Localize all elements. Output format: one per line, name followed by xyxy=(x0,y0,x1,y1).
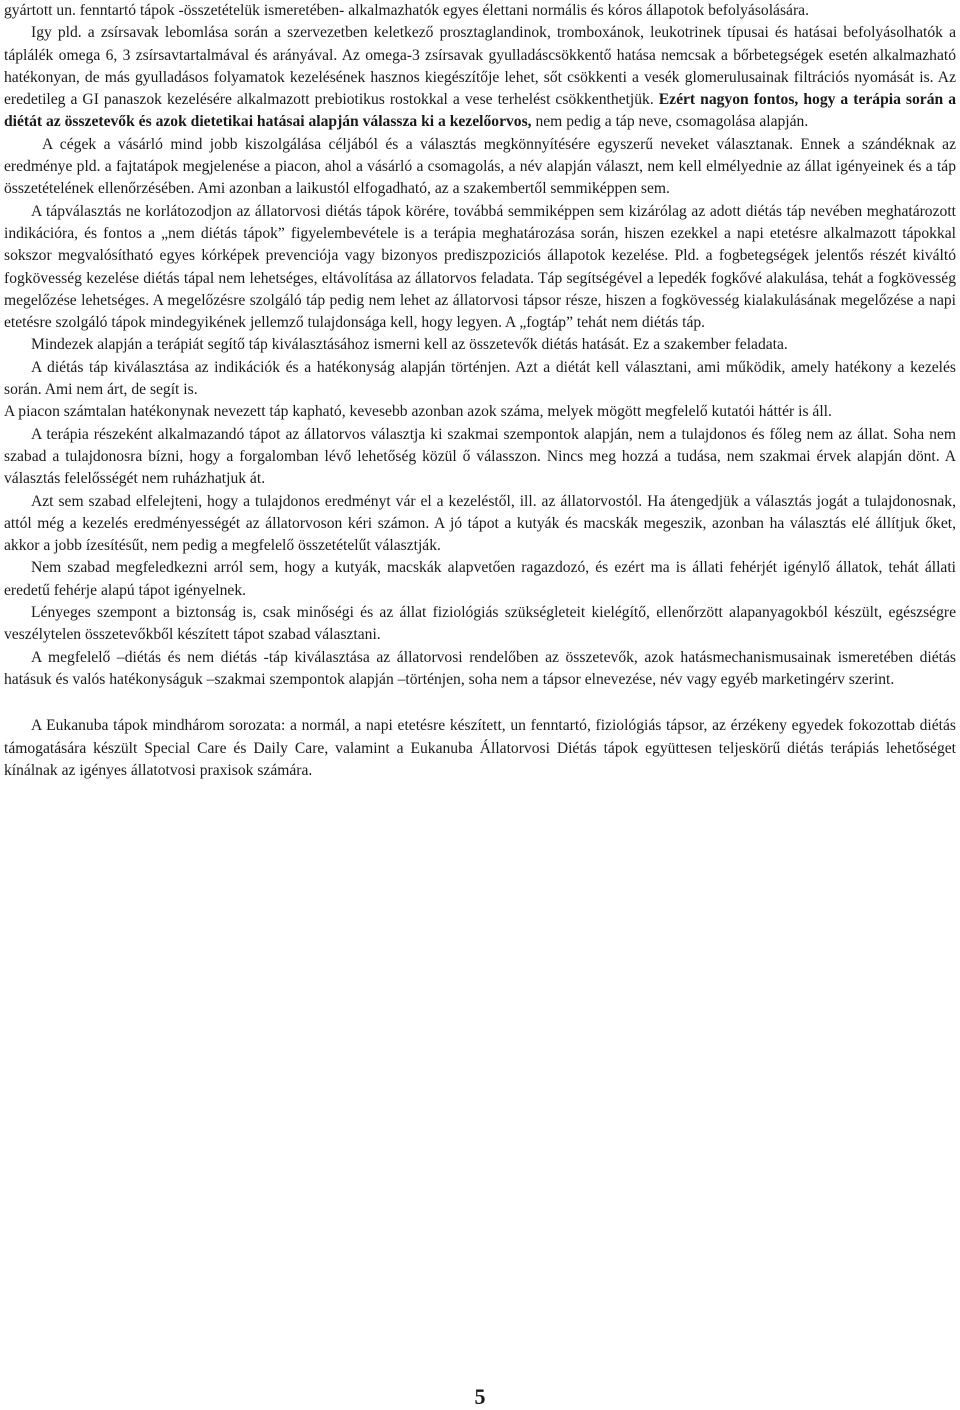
paragraph-3: A cégek a vásárló mind jobb kiszolgálása céljából és a választás megkönnyítésére egyszerű neveket választanak. Ennek a szándéknak az eredménye pld. a fajtatápok megjelenése a piacon, ahol a vásárló a csomagolás, a név alapján választ, nem kell elmélyednie az állat igényeinek és a táp összetételének ellenőrzésében. Ami azonban a laikustól elfogadható, az a szakembertől semmiképpen sem. xyxy=(4,135,956,198)
document-page xyxy=(4,0,956,782)
paragraph-7: A piacon számtalan hatékonynak nevezett táp kapható, kevesebb azonban azok száma, melyek mögött megfelelő kutatói háttér is áll. xyxy=(4,403,832,421)
paragraph-2-bold: Ezért nagyon fontos, hogy a terápia során a diétát az összetevők és azok dietetikai hatásai alapján válassza ki a kezelőorvos, xyxy=(4,91,956,131)
paragraph-9: Azt sem szabad elfelejteni, hogy a tulajdonos eredményt vár el a kezeléstől, ill. az állatorvostól. Ha átengedjük a választás jogát a tulajdonosnak, attól még a kezelés eredményességét az állatorvoson kéri számon. A jó tápot a kutyák és macskák megeszik, azonban ha választás elé állítjuk őket, akkor a jobb ízesítésűt, nem pedig a megfelelő összetételűt választják. xyxy=(4,492,956,555)
paragraph-2 xyxy=(4,22,956,133)
paragraph-4: A tápválasztás ne korlátozodjon az állatorvosi diétás tápok körére, továbbá semmiképpen sem kizárólag az adott diétás táp nevében meghatározott indikációra, és fontos a „nem diétás tápok” figyelembevétele is a terápia meghatározása során, hiszen ezekkel a napi etetésre alkalmazott tápokkal sokszor megvalósítható egyes kórképek prevenciója vagy bizonyos prediszpoziciós állapotok kezelése. Pld. a fogbetegségek jelentős részét kiváltó fogkövesség kezelése diétás tápal nem lehetséges, eltávolítása az állatorvos feladata. Táp segítségével a lepedék fogkővé alakulása, tehát a fogkövesség megelőzése lehetséges. A megelőzésre szolgáló táp pedig nem lehet az állatorvosi tápsor része, hiszen a fogkövesség kialakulásának megelőzése a napi etetésre szolgáló tápok mindegyikének jellemző tulajdonsága kell, hogy legyen. A „fogtáp” tehát nem diétás táp. xyxy=(4,202,956,332)
paragraph-2-text: Igy pld. a zsírsavak lebomlása során a szervezetben keletkező prosztaglandinok, tromboxánok, leukotrinek típusai és hatásai befolyásolhatók a táplálék omega 6, 3 zsírsavtartalmával és arányával. Az omega-3 zsírsavak gyulladáscsökkentő hatása nemcsak a bőrbetegségek esetén alkalmazható hatékonyan, de más gyulladásos folyamatok kezelésének hasznos kiegészítője lehet, sőt csökkenti a vesék glomerulusainak filtrációs nyomását is. Az eredetileg a GI panaszok kezelésére alkalmazott prebiotikus rostokkal a vese terhelést csökkenthetjük. xyxy=(4,24,956,109)
paragraph-6: A diétás táp kiválasztása az indikációk és a hatékonyság alapján történjen. Azt a diétát kell választani, ami működik, amely hatékony a kezelés során. Ami nem árt, de segít is. xyxy=(4,358,956,399)
paragraph-12: A megfelelő –diétás és nem diétás -táp kiválasztása az állatorvosi rendelőben az összetevők, azok hatásmechanismusainak ismeretében diétás hatásuk és valós hatékonyságuk –szakmai szempontok alapján –történjen, soha nem a tápsor elnevezése, név vagy egyéb marketingérv szerint. xyxy=(4,648,956,688)
paragraph-11: Lényeges szempont a biztonság is, csak minőségi és az állat fiziológiás szükségleteit kielégítő, ellenőrzött alapanyagokból készült, egészségre veszélytelen összetevőkből készített tápot szabad választani. xyxy=(4,604,956,644)
paragraph-10: Nem szabad megfeledkezni arról sem, hogy a kutyák, macskák alapvetően ragazdozó, és ezért ma is állati fehérjét igénylő állatok, tehát állati eredetű fehérje alapú tápot igényelnek. xyxy=(4,559,956,599)
paragraph-8: A terápia részeként alkalmazandó tápot az állatorvos választja ki szakmai szempontok alapján, nem a tulajdonos és főleg nem az állat. Soha nem szabad a tulajdonosra bízni, hogy a forgalomban lévő lehetőség közül ő válasszon. Nincs meg hozzá a tudása, nem szakmai érvek alapján dönt. A választás felelősségét nem ruházhatjuk át. xyxy=(4,425,956,488)
paragraph-13: A Eukanuba tápok mindhárom sorozata: a normál, a napi etetésre készített, un fenntartó, fiziológiás tápsor, az érzékeny egyedek fokozottab diétás támogatására készült Special Care és Daily Care, valamint a Eukanuba Állatorvosi Diétás tápok együttesen teljeskörű diétás terápiás lehetőséget kínálnak az igényes állatotvosi praxisok számára. xyxy=(4,717,956,779)
paragraph-2-tail: nem pedig a táp neve, csomagolása alapján. xyxy=(535,113,809,131)
paragraph-1: gyártott un. fenntartó tápok -összetételük ismeretében- alkalmazhatók egyes élettani normális és kóros állapotok befolyásolására. xyxy=(4,2,809,19)
paragraph-5: Mindezek alapján a terápiát segítő táp kiválasztásához ismerni kell az összetevők diétás hatását. Ez a szakember feladata. xyxy=(31,336,788,354)
page-number: 5 xyxy=(474,1384,486,1409)
